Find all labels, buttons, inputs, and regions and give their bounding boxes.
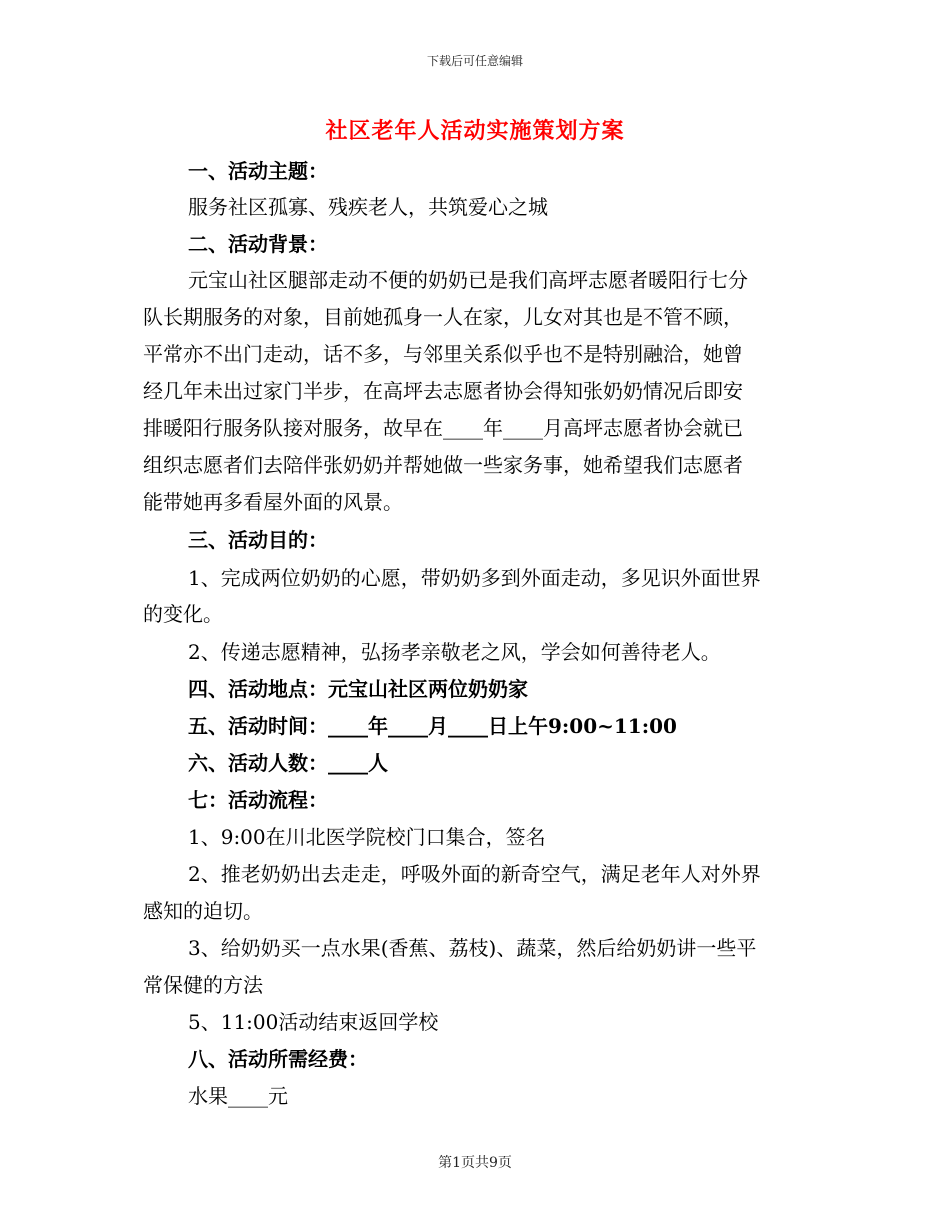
header-note: 下载后可任意编辑 (426, 54, 523, 68)
paragraph-line: 1、9:00在川北医学院校门口集合，签名 (188, 825, 546, 849)
paragraph-line: 的变化。 (143, 602, 223, 626)
paragraph-line: 平常亦不出门走动，话不多，与邻里关系似乎也不是特别融洽，她曾 (143, 342, 743, 366)
paragraph-line: 1、完成两位奶奶的心愿，带奶奶多到外面走动，多见识外面世界 (188, 566, 761, 590)
document-title: 社区老年人活动实施策划方案 (325, 118, 625, 144)
paragraph-line: 队长期服务的对象，目前她孤身一人在家，儿女对其也是不管不顾， (143, 305, 743, 329)
paragraph-line: 2、传递志愿精神，弘扬孝亲敬老之风，学会如何善待老人。 (188, 640, 721, 664)
section-heading: 四、活动地点：元宝山社区两位奶奶家 (188, 677, 528, 701)
section-heading: 二、活动背景： (188, 232, 328, 256)
paragraph-line: 感知的迫切。 (143, 899, 263, 923)
section-heading: 一、活动主题： (188, 159, 328, 183)
paragraph-line: 常保健的方法 (143, 973, 263, 997)
section-heading: 七：活动流程： (188, 788, 328, 812)
paragraph-line: 5、11:00活动结束返回学校 (188, 1010, 439, 1034)
paragraph-line: 水果____元 (188, 1084, 288, 1108)
paragraph-line: 组织志愿者们去陪伴张奶奶并帮她做一些家务事，她希望我们志愿者 (143, 453, 743, 477)
paragraph-line: 元宝山社区腿部走动不便的奶奶已是我们高坪志愿者暖阳行七分 (188, 268, 748, 292)
section-heading: 三、活动目的： (188, 528, 328, 552)
page-number: 第1页共9页 (438, 1155, 512, 1171)
section-heading: 六、活动人数：____人 (188, 751, 388, 775)
paragraph-line: 3、给奶奶买一点水果(香蕉、荔枝)、蔬菜，然后给奶奶讲一些平 (188, 936, 757, 960)
paragraph-line: 经几年未出过家门半步，在高坪去志愿者协会得知张奶奶情况后即安 (143, 379, 743, 403)
paragraph-line: 2、推老奶奶出去走走，呼吸外面的新奇空气，满足老年人对外界 (188, 862, 761, 886)
paragraph-line: 排暖阳行服务队接对服务，故早在____年____月高坪志愿者协会就已 (143, 416, 743, 440)
paragraph-line: 能带她再多看屋外面的风景。 (143, 490, 403, 514)
section-heading: 五、活动时间：____年____月____日上午9:00~11:00 (188, 714, 677, 738)
section-heading: 八、活动所需经费： (188, 1047, 368, 1071)
paragraph-line: 服务社区孤寡、残疾老人，共筑爱心之城 (188, 195, 548, 219)
